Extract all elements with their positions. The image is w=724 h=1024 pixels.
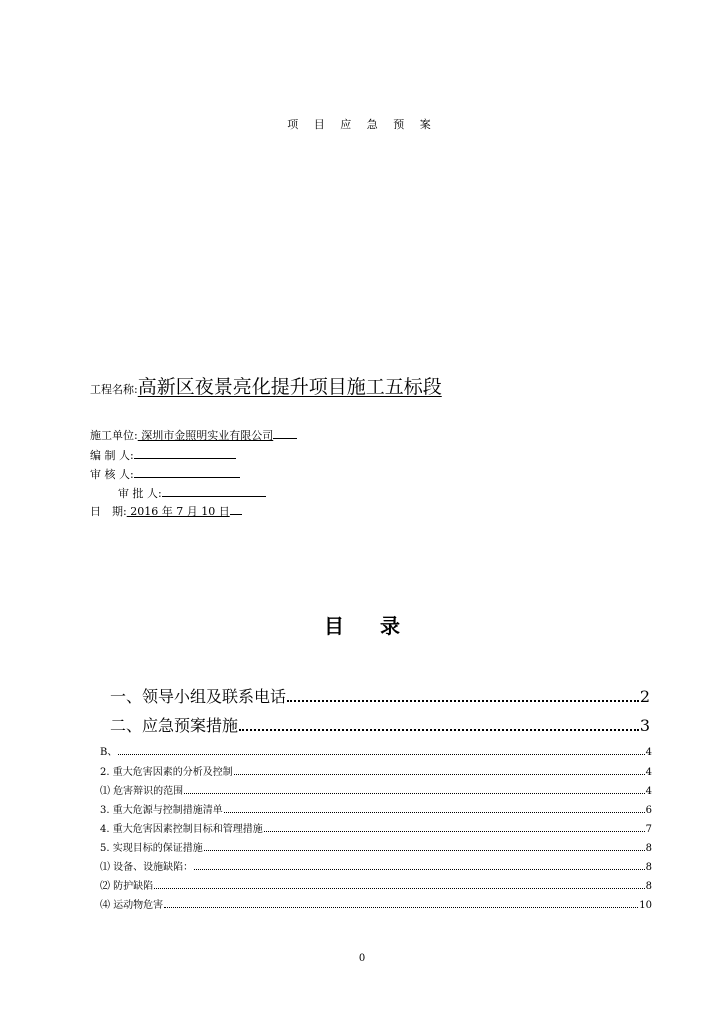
toc-dot-leader bbox=[164, 900, 638, 908]
toc-title: 目录 bbox=[324, 614, 436, 638]
toc-dot-leader bbox=[194, 862, 644, 870]
toc-entry-page: 8 bbox=[645, 881, 652, 892]
toc-entry-text: ⑴ 危害辩识的范围 bbox=[100, 786, 184, 797]
toc-entry-text: ⑴ 设备、设施缺陷： bbox=[100, 862, 194, 873]
toc-entry-text: 二、应急预案措施 bbox=[110, 716, 239, 735]
toc-sub-entry[interactable] bbox=[100, 743, 652, 758]
toc-entry-page: 8 bbox=[645, 862, 652, 873]
toc-entry-text: ⑵ 防护缺陷 bbox=[100, 881, 154, 892]
toc-dot-leader bbox=[224, 805, 645, 813]
toc-dot-leader bbox=[287, 689, 639, 702]
reviewer-label: 审 核 人: bbox=[90, 468, 134, 481]
compiler-blank-line bbox=[134, 446, 236, 459]
toc-entry-text: 4. 重大危害因素控制目标和管理措施 bbox=[100, 824, 263, 835]
toc-entry-text: 2. 重大危害因素的分析及控制 bbox=[100, 767, 233, 778]
construction-unit-value: 深圳市金照明实业有限公司 bbox=[137, 429, 274, 442]
toc-entry-page: 4 bbox=[645, 747, 652, 758]
toc-entry-text: 5. 实现目标的保证措施 bbox=[100, 843, 203, 854]
toc-dot-leader bbox=[239, 718, 639, 731]
construction-unit-label: 施工单位: bbox=[90, 429, 138, 442]
toc-entry-page: 2 bbox=[639, 687, 650, 706]
toc-main-entry[interactable] bbox=[110, 713, 650, 736]
reviewer-blank-line bbox=[134, 465, 240, 478]
compiler-row bbox=[90, 446, 236, 463]
toc-sub-entry[interactable] bbox=[100, 763, 652, 778]
toc-sub-entry[interactable] bbox=[100, 858, 652, 873]
toc-entry-text: 一、领导小组及联系电话 bbox=[110, 687, 287, 706]
toc-entry-text: B、 bbox=[100, 747, 118, 758]
toc-entry-page: 7 bbox=[645, 824, 652, 835]
toc-sub-entry[interactable] bbox=[100, 839, 652, 854]
toc-dot-leader bbox=[234, 767, 645, 775]
toc-main-entry[interactable] bbox=[110, 684, 650, 707]
toc-dot-leader bbox=[184, 786, 644, 794]
page-number: 0 bbox=[358, 953, 366, 964]
toc-sub-entry[interactable] bbox=[100, 801, 652, 816]
toc-entry-page: 4 bbox=[645, 786, 652, 797]
toc-dot-leader bbox=[118, 747, 644, 755]
toc-entry-page: 6 bbox=[645, 805, 652, 816]
toc-entry-text: 3. 重大危源与控制措施清单 bbox=[100, 805, 223, 816]
toc-entry-page: 8 bbox=[645, 843, 652, 854]
toc-dot-leader bbox=[264, 824, 645, 832]
toc-sub-entry[interactable] bbox=[100, 896, 652, 911]
date-row bbox=[90, 502, 242, 519]
reviewer-row bbox=[90, 465, 240, 482]
document-header-title: 项 目 应 急 预 案 bbox=[287, 118, 437, 131]
toc-sub-entry[interactable] bbox=[100, 820, 652, 835]
approver-blank-line bbox=[162, 484, 266, 497]
date-value: 2016 年 7 月 10 日 bbox=[126, 505, 230, 518]
toc-entry-page: 3 bbox=[639, 716, 650, 735]
toc-entry-page: 4 bbox=[645, 767, 652, 778]
toc-entry-page: 10 bbox=[639, 900, 652, 911]
toc-dot-leader bbox=[154, 881, 644, 889]
construction-unit-row bbox=[90, 426, 297, 443]
approver-label: 审 批 人: bbox=[118, 487, 162, 500]
toc-entry-text: ⑷ 运动物危害 bbox=[100, 900, 164, 911]
toc-sub-entry[interactable] bbox=[100, 782, 652, 797]
construction-unit-underline bbox=[273, 426, 297, 439]
toc-sub-entry[interactable] bbox=[100, 877, 652, 892]
date-underline bbox=[230, 502, 242, 515]
project-name-row bbox=[90, 372, 442, 399]
compiler-label: 编 制 人: bbox=[90, 449, 134, 462]
project-name-value: 高新区夜景亮化提升项目施工五标段 bbox=[137, 376, 442, 398]
toc-dot-leader bbox=[204, 843, 645, 851]
date-label: 日 期: bbox=[90, 505, 127, 518]
approver-row bbox=[118, 484, 266, 501]
project-name-label: 工程名称: bbox=[90, 383, 138, 396]
